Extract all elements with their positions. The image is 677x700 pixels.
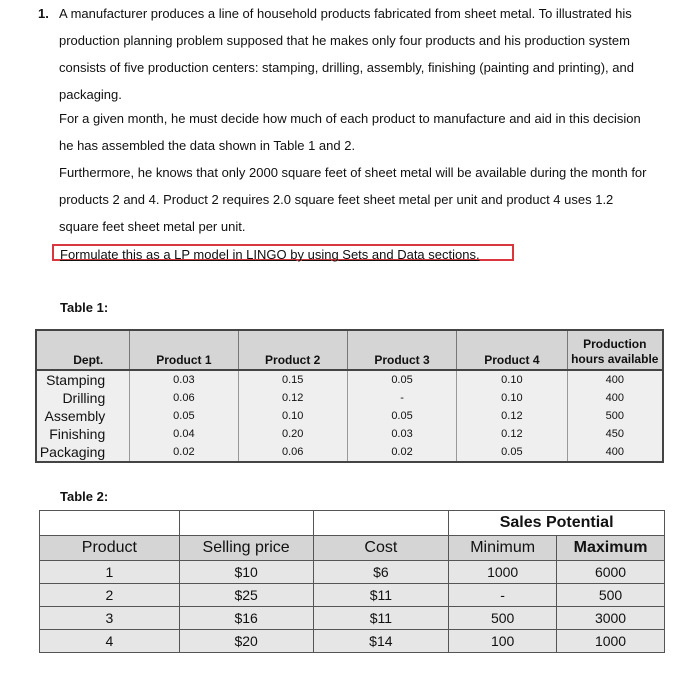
table-row xyxy=(36,389,663,407)
table1-header-product3: Product 3 xyxy=(347,330,456,370)
table-cell: $16 xyxy=(179,607,313,630)
table-cell: 0.06 xyxy=(238,443,347,462)
table2-header-selling-price: Selling price xyxy=(179,536,313,561)
table-cell: Drilling xyxy=(36,389,130,407)
table-row xyxy=(40,607,665,630)
table1-header-product1: Product 1 xyxy=(130,330,238,370)
highlighted-instruction xyxy=(52,244,514,261)
table-cell: 0.04 xyxy=(130,425,238,443)
table-cell: - xyxy=(449,584,557,607)
table-cell: 400 xyxy=(567,443,663,462)
table2-blank-cell xyxy=(40,511,180,536)
table2-header-cost: Cost xyxy=(313,536,449,561)
table-cell: $6 xyxy=(313,561,449,584)
table-cell: 1 xyxy=(40,561,180,584)
table-cell: $10 xyxy=(179,561,313,584)
table-cell: 400 xyxy=(567,370,663,389)
table2 xyxy=(39,510,665,653)
table-cell: 0.06 xyxy=(130,389,238,407)
table-cell: 1000 xyxy=(557,630,665,653)
table1-label: Table 1: xyxy=(60,300,109,315)
table-cell: 0.05 xyxy=(457,443,567,462)
table-cell: 450 xyxy=(567,425,663,443)
table-cell: 0.02 xyxy=(347,443,456,462)
table-cell: 0.05 xyxy=(347,407,456,425)
table2-header-row xyxy=(40,536,665,561)
table-cell: 0.20 xyxy=(238,425,347,443)
table-cell: 500 xyxy=(557,584,665,607)
table-cell: - xyxy=(347,389,456,407)
table-cell: 400 xyxy=(567,389,663,407)
table-row xyxy=(36,443,663,462)
table-cell: $11 xyxy=(313,607,449,630)
table-cell: 0.03 xyxy=(347,425,456,443)
table1 xyxy=(35,329,664,463)
table-cell: 500 xyxy=(567,407,663,425)
table1-header-product2: Product 2 xyxy=(238,330,347,370)
problem-paragraph-1: A manufacturer produces a line of household products fabricated from sheet metal. To illustrated his production planning problem supposed that he makes only four products and his production system consists of five production centers: stamping, drilling, assembly, finishing (painting and printing), and packaging. xyxy=(59,6,634,102)
table-cell: $25 xyxy=(179,584,313,607)
problem-paragraph-2: For a given month, he must decide how much of each product to manufacture and aid in this decision he has assembled the data shown in Table 1 and 2. xyxy=(59,111,641,153)
table-cell: 2 xyxy=(40,584,180,607)
table2-blank-cell xyxy=(179,511,313,536)
table-cell: 0.03 xyxy=(130,370,238,389)
table-cell: 100 xyxy=(449,630,557,653)
table2-blank-cell xyxy=(313,511,449,536)
table-cell: 0.12 xyxy=(238,389,347,407)
table-row xyxy=(36,370,663,389)
table1-header-dept: Dept. xyxy=(36,330,130,370)
table-cell: $20 xyxy=(179,630,313,653)
table-cell: 1000 xyxy=(449,561,557,584)
table2-sales-potential-header: Sales Potential xyxy=(449,511,665,536)
table2-label: Table 2: xyxy=(60,489,109,504)
table-cell: 0.05 xyxy=(347,370,456,389)
table-cell: 500 xyxy=(449,607,557,630)
table-cell: $14 xyxy=(313,630,449,653)
table-row xyxy=(40,561,665,584)
question-number: 1. xyxy=(38,6,49,21)
table-cell: Stamping xyxy=(36,370,130,389)
table1-header-hours: Production hours available xyxy=(567,330,663,370)
table-cell: Packaging xyxy=(36,443,130,462)
table-cell: 0.10 xyxy=(238,407,347,425)
table-cell: 6000 xyxy=(557,561,665,584)
highlighted-instruction-text: Formulate this as a LP model in LINGO by using Sets and Data sections. xyxy=(60,247,480,262)
table2-header-product: Product xyxy=(40,536,180,561)
table-row xyxy=(36,425,663,443)
table1-header-product4: Product 4 xyxy=(457,330,567,370)
table2-header-maximum: Maximum xyxy=(557,536,665,561)
table-cell: 0.15 xyxy=(238,370,347,389)
table1-header-row xyxy=(36,330,663,370)
table-cell: 0.10 xyxy=(457,370,567,389)
table-cell: Assembly xyxy=(36,407,130,425)
table-cell: 0.02 xyxy=(130,443,238,462)
table-cell: 0.10 xyxy=(457,389,567,407)
table2-group-row xyxy=(40,511,665,536)
problem-paragraph-3: Furthermore, he knows that only 2000 square feet of sheet metal will be available during the month for products 2 and 4. Product 2 requires 2.0 square feet sheet metal per unit and product 4 uses 1.2 square feet sheet metal per unit. xyxy=(59,165,647,234)
table-cell: 0.05 xyxy=(130,407,238,425)
table-cell: $11 xyxy=(313,584,449,607)
table-row xyxy=(40,630,665,653)
table2-header-minimum: Minimum xyxy=(449,536,557,561)
table-cell: Finishing xyxy=(36,425,130,443)
table-row xyxy=(36,407,663,425)
table-cell: 3 xyxy=(40,607,180,630)
table-cell: 0.12 xyxy=(457,407,567,425)
table-row xyxy=(40,584,665,607)
table-cell: 4 xyxy=(40,630,180,653)
table-cell: 3000 xyxy=(557,607,665,630)
table-cell: 0.12 xyxy=(457,425,567,443)
